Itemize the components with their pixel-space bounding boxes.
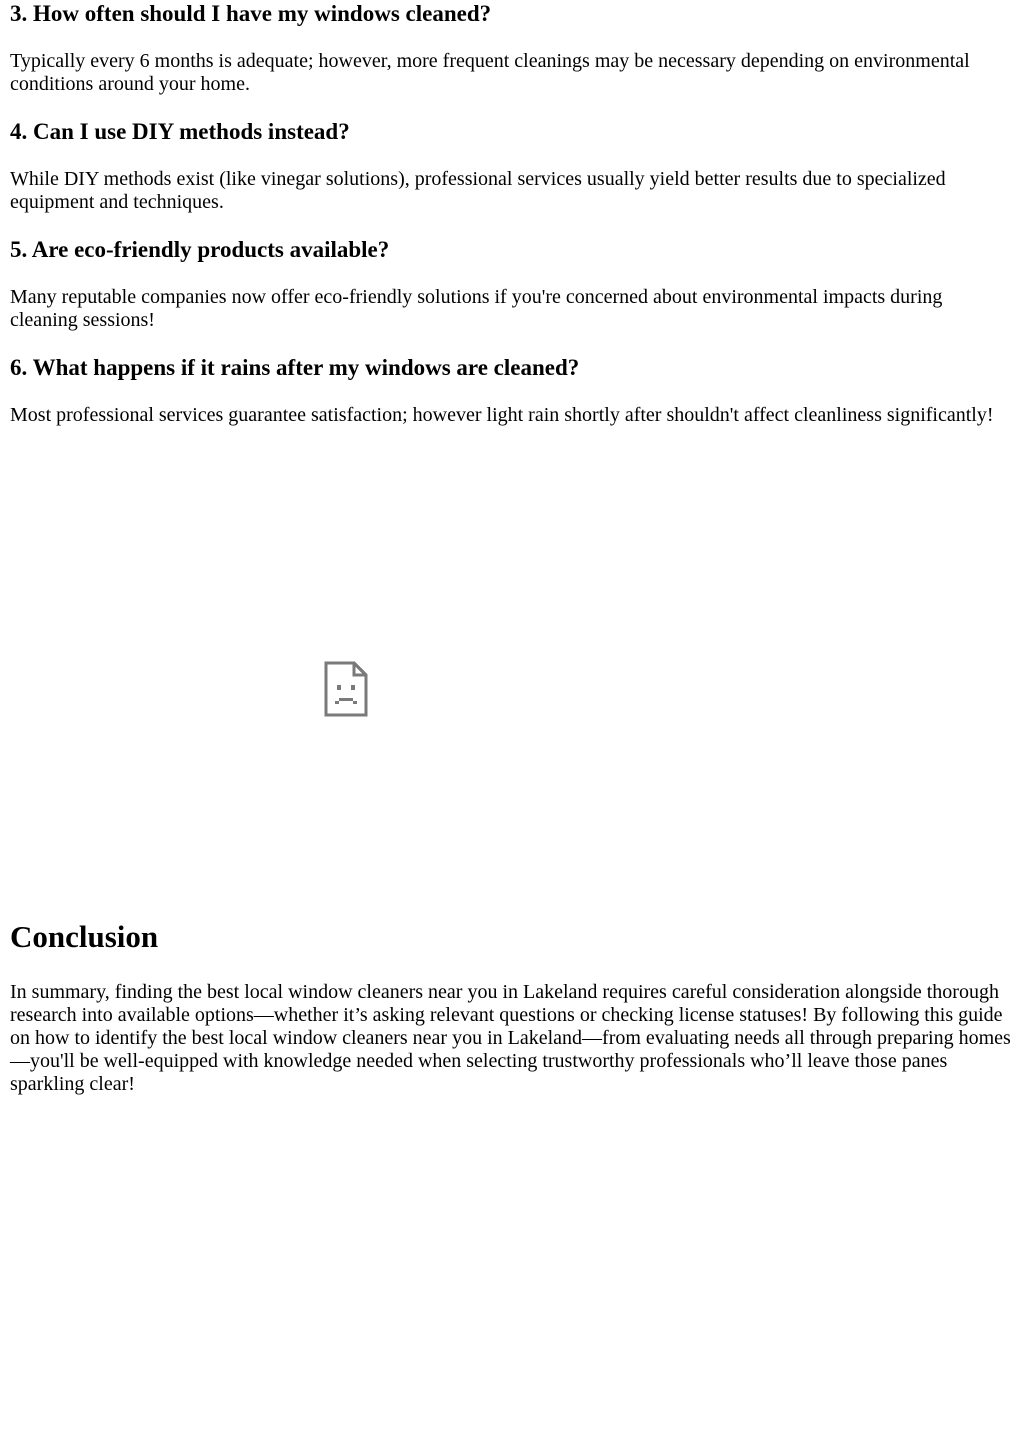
faq-answer: Typically every 6 months is adequate; however, more frequent cleanings may be necessary depending on environmental conditions around your home. — [10, 50, 970, 95]
faq-question: 6. What happens if it rains after my windows are cleaned? — [10, 355, 580, 380]
faq-answer: Most professional services guarantee satisfaction; however light rain shortly after shouldn't affect cleanliness significantly! — [10, 404, 994, 426]
faq-answer: Many reputable companies now offer eco-friendly solutions if you're concerned about environmental impacts during cleaning sessions! — [10, 286, 943, 331]
faq-item — [10, 118, 1010, 214]
faq-item — [10, 0, 1010, 96]
faq-answer: While DIY methods exist (like vinegar solutions), professional services usually yield better results due to specialized equipment and techniques. — [10, 168, 946, 213]
faq-item — [10, 236, 1010, 332]
faq-section — [10, 0, 1010, 427]
conclusion-heading: Conclusion — [10, 919, 159, 954]
faq-question: 5. Are eco-friendly products available? — [10, 237, 390, 262]
faq-item — [10, 354, 1010, 427]
conclusion-paragraph: In summary, finding the best local window cleaners near you in Lakeland requires careful consideration alongside thorough research into available options—whether it’s asking relevant questions or checking license statuses! By following this guide on how to identify the best local window cleaners near you in Lakeland—from evaluating needs all through preparing homes—you'll be well-equipped with knowledge needed when selecting trustworthy professionals who’ll leave those panes sparkling clear! — [10, 981, 1011, 1095]
faq-question: 4. Can I use DIY methods instead? — [10, 119, 350, 144]
faq-question: 3. How often should I have my windows cleaned? — [10, 1, 492, 26]
broken-image-icon — [324, 661, 368, 717]
